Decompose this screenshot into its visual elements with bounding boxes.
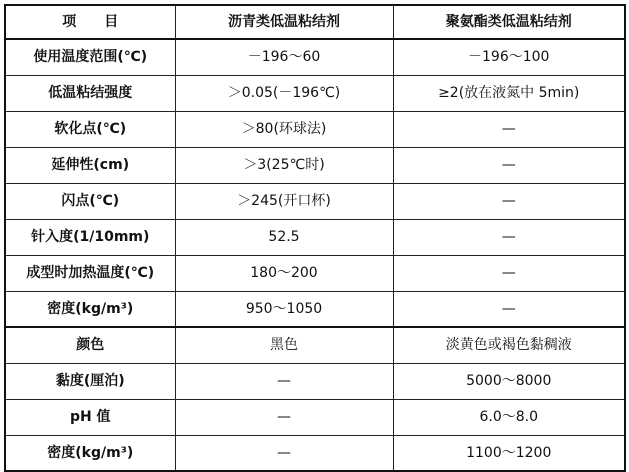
asphalt-value: 黑色	[175, 327, 393, 363]
asphalt-value: 180～200	[175, 255, 393, 291]
table-row	[5, 363, 625, 399]
header-item: 项 目	[5, 5, 175, 39]
asphalt-value: －196～60	[175, 39, 393, 75]
polyurethane-value: －196～100	[393, 39, 625, 75]
row-label: 低温粘结强度	[5, 75, 175, 111]
row-label: 软化点(℃)	[5, 111, 175, 147]
table-row	[5, 183, 625, 219]
adhesive-properties-table	[4, 4, 626, 472]
header-asphalt-adhesive: 沥青类低温粘结剂	[175, 5, 393, 39]
row-label: 闪点(℃)	[5, 183, 175, 219]
table-row	[5, 399, 625, 435]
row-label: 成型时加热温度(℃)	[5, 255, 175, 291]
asphalt-value: —	[175, 363, 393, 399]
row-label: 颜色	[5, 327, 175, 363]
asphalt-value: 950～1050	[175, 291, 393, 327]
polyurethane-value: —	[393, 291, 625, 327]
asphalt-value: —	[175, 435, 393, 471]
table-row	[5, 327, 625, 363]
table-row	[5, 147, 625, 183]
row-label: 密度(kg/m³)	[5, 435, 175, 471]
polyurethane-value: 5000～8000	[393, 363, 625, 399]
asphalt-value: ＞3(25℃时)	[175, 147, 393, 183]
polyurethane-value: 淡黄色或褐色黏稠液	[393, 327, 625, 363]
polyurethane-value: —	[393, 111, 625, 147]
properties-table-container	[4, 4, 624, 468]
asphalt-value: 52.5	[175, 219, 393, 255]
polyurethane-value: ≥2(放在液氮中 5min)	[393, 75, 625, 111]
polyurethane-value: 6.0～8.0	[393, 399, 625, 435]
table-row	[5, 75, 625, 111]
row-label: 针入度(1/10mm)	[5, 219, 175, 255]
polyurethane-value: —	[393, 183, 625, 219]
asphalt-value: —	[175, 399, 393, 435]
header-row	[5, 5, 625, 39]
table-row	[5, 255, 625, 291]
asphalt-value: ＞245(开口杯)	[175, 183, 393, 219]
table-row	[5, 111, 625, 147]
table-row	[5, 435, 625, 471]
row-label: 延伸性(cm)	[5, 147, 175, 183]
asphalt-value: ＞80(环球法)	[175, 111, 393, 147]
polyurethane-value: —	[393, 255, 625, 291]
row-label: 黏度(厘泊)	[5, 363, 175, 399]
table-row	[5, 219, 625, 255]
polyurethane-value: —	[393, 147, 625, 183]
header-polyurethane-adhesive: 聚氨酯类低温粘结剂	[393, 5, 625, 39]
table-row	[5, 291, 625, 327]
table-row	[5, 39, 625, 75]
row-label: 密度(kg/m³)	[5, 291, 175, 327]
row-label: 使用温度范围(℃)	[5, 39, 175, 75]
row-label: pH 值	[5, 399, 175, 435]
polyurethane-value: —	[393, 219, 625, 255]
asphalt-value: ＞0.05(－196℃)	[175, 75, 393, 111]
polyurethane-value: 1100～1200	[393, 435, 625, 471]
